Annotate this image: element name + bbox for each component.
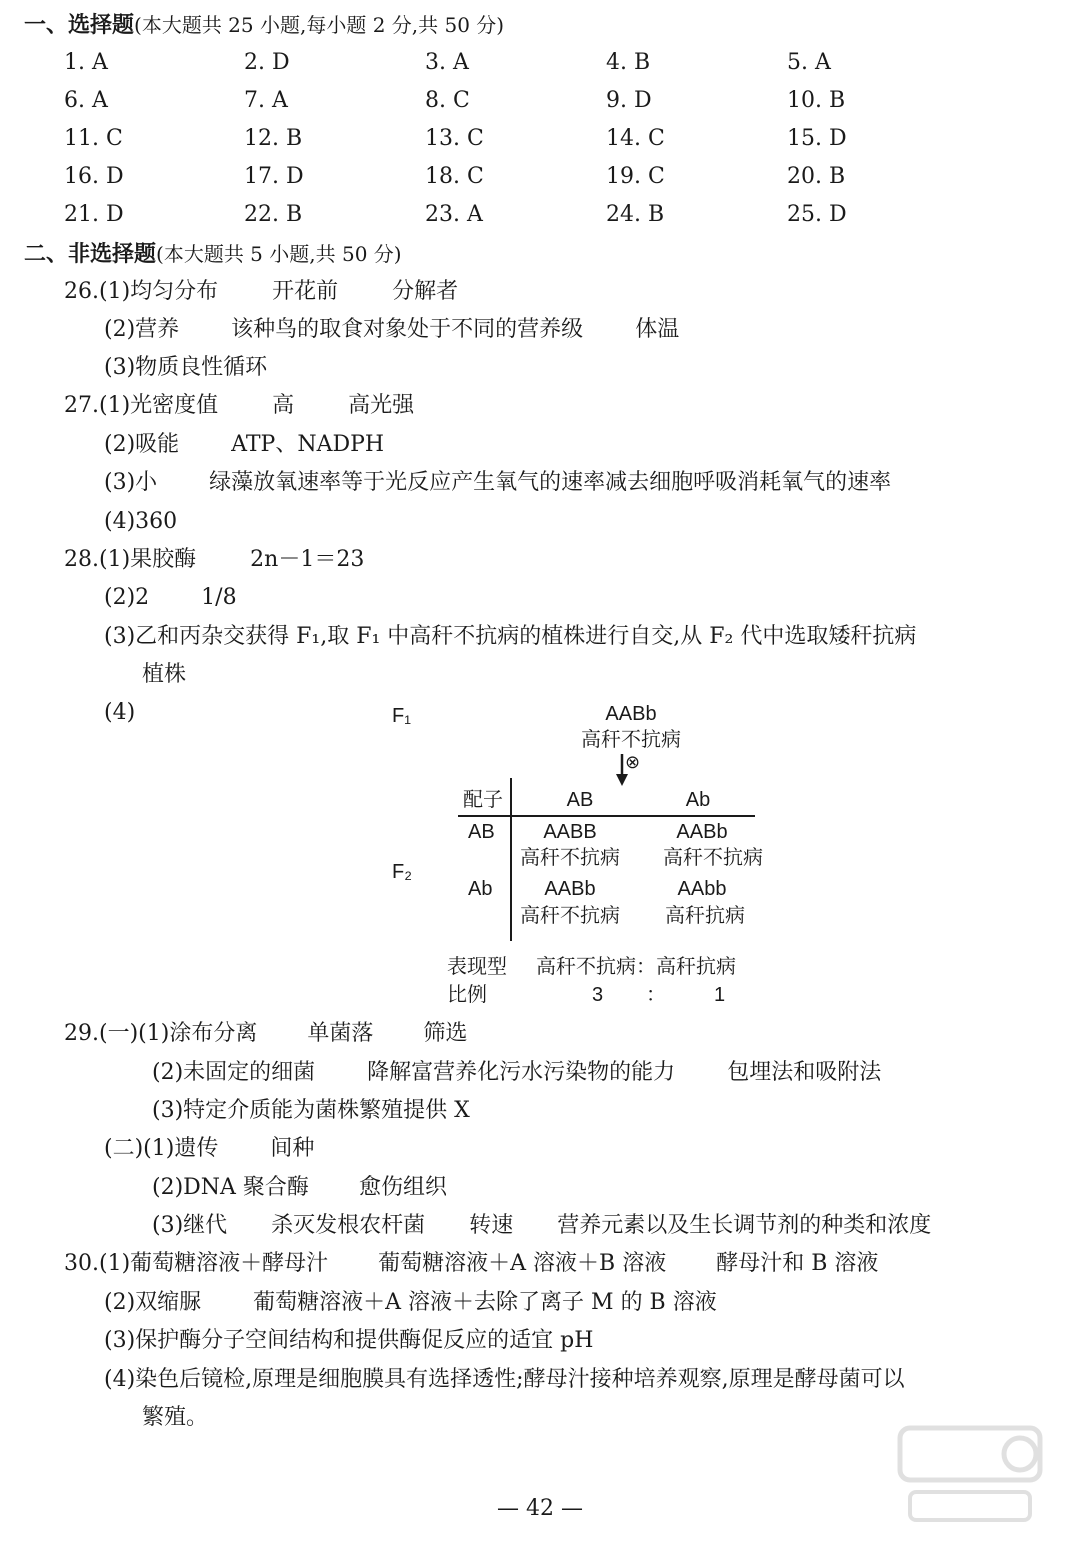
answer-text: (3)物质良性循环 [104, 355, 268, 380]
mc-answer: 22. B [244, 202, 303, 227]
answer-text: 30.(1)葡萄糖溶液＋酵母汁 [64, 1251, 329, 1276]
answer-text: (2)营养 [104, 317, 180, 342]
answer-text: 2n－1＝23 [250, 547, 365, 572]
answer-text: 28.(1)果胶酶 [64, 547, 197, 572]
answer-text: 27.(1)光密度值 [64, 393, 219, 418]
offspring-phenotype: 高秆不抗病 [520, 847, 620, 869]
q30-line-1 [64, 1249, 878, 1279]
answer-text: 杀灭发根农杆菌 [271, 1213, 426, 1238]
mc-answer: 19. C [606, 164, 665, 189]
answer-text: 营养元素以及生长调节剂的种类和浓度 [557, 1213, 932, 1238]
q29-line-4 [104, 1134, 314, 1164]
answer-text: (4)360 [104, 509, 178, 534]
q29-line-5 [152, 1173, 447, 1203]
q29-line-3 [152, 1096, 470, 1126]
mc-answer: 13. C [425, 126, 484, 151]
answer-text: 该种鸟的取食对象处于不同的营养级 [231, 317, 584, 342]
q27-line-3 [104, 468, 891, 498]
section-nonmc-heading [24, 239, 402, 269]
row-gamete: AB [468, 821, 495, 843]
q30-line-3 [104, 1326, 593, 1356]
section-nonmc-note: (本大题共 5 小题,共 50 分) [156, 242, 402, 266]
answer-text: ATP、NADPH [231, 432, 385, 457]
watermark-icon [890, 1414, 1050, 1534]
answer-text: (二)(1)遗传 [104, 1136, 219, 1161]
q29-line-1 [64, 1019, 467, 1049]
answer-text: 绿藻放氧速率等于光反应产生氧气的速率减去细胞呼吸消耗氧气的速率 [209, 470, 892, 495]
answer-text: 愈伤组织 [358, 1175, 447, 1200]
answer-text: 高 [272, 393, 295, 418]
phenotype-ratio-text: 高秆不抗病：高秆抗病 [536, 956, 736, 978]
answer-text: 1/8 [201, 585, 237, 610]
ratio-separator: ： [646, 984, 666, 1006]
mc-answer: 23. A [425, 202, 483, 227]
answer-text: (3)保护酶分子空间结构和提供酶促反应的适宜 pH [104, 1328, 594, 1353]
f1-label: F₁ [392, 705, 411, 727]
col-gamete: Ab [685, 789, 711, 811]
answer-text: 酵母汁和 B 溶液 [716, 1251, 879, 1276]
offspring-phenotype: 高秆不抗病 [520, 905, 620, 927]
answer-text: 降解富营养化污水污染物的能力 [367, 1060, 676, 1085]
answer-text: 单菌落 [307, 1021, 374, 1046]
answer-text: 筛选 [423, 1021, 468, 1046]
f1-phenotype: 高秆不抗病 [581, 729, 681, 751]
offspring-phenotype: 高秆不抗病 [663, 847, 763, 869]
answer-text: 葡萄糖溶液＋A 溶液＋B 溶液 [378, 1251, 667, 1276]
mc-answer: 12. B [244, 126, 303, 151]
section-mc-note: (本大题共 25 小题,每小题 2 分,共 50 分) [134, 13, 505, 37]
mc-answer: 20. B [787, 164, 846, 189]
mc-answer: 15. D [787, 126, 847, 151]
mc-answer: 24. B [606, 202, 665, 227]
q29-line-2 [152, 1058, 881, 1088]
q29-line-6 [152, 1211, 931, 1241]
answer-text: 转速 [469, 1213, 514, 1238]
answer-text: (4)染色后镜检,原理是细胞膜具有选择透性;酵母汁接种培养观察,原理是酵母菌可以 [104, 1367, 905, 1392]
section-mc-heading [24, 10, 504, 40]
ratio-value: 1 [714, 984, 726, 1006]
section-mc-title: 一、选择题 [24, 12, 135, 38]
mc-answer: 2. D [244, 50, 290, 75]
answer-text: 体温 [635, 317, 680, 342]
mc-answer: 21. D [64, 202, 124, 227]
mc-answer: 17. D [244, 164, 304, 189]
answer-text: (3)特定介质能为菌株繁殖提供 X [152, 1098, 470, 1123]
q27-line-1 [64, 391, 414, 421]
answer-text: (3)乙和丙杂交获得 F₁,取 F₁ 中高秆不抗病的植株进行自交,从 F₂ 代中选取矮秆抗病 [104, 624, 917, 649]
q27-line-2 [104, 430, 384, 460]
q26-line-2 [104, 315, 679, 345]
table-horizontal-rule [458, 815, 755, 817]
col-gamete: AB [566, 789, 594, 811]
section-nonmc-title: 二、非选择题 [24, 241, 157, 267]
mc-answer: 11. C [64, 126, 123, 151]
mc-answer: 10. B [787, 88, 846, 113]
answer-text: (2)未固定的细菌 [152, 1060, 316, 1085]
answer-text: 包埋法和吸附法 [727, 1060, 882, 1085]
row-gamete: Ab [468, 878, 493, 900]
q28-line-3a [104, 622, 916, 652]
offspring-phenotype: 高秆抗病 [665, 905, 745, 927]
mc-answer: 14. C [606, 126, 665, 151]
answer-text: 29.(一)(1)涂布分离 [64, 1021, 258, 1046]
phenotype-label: 表现型 [447, 956, 507, 978]
q30-line-4b [142, 1403, 208, 1433]
answer-text: 分解者 [392, 279, 459, 304]
answer-text: 繁殖。 [142, 1405, 209, 1430]
answer-text: (4) [104, 700, 136, 725]
answer-text: (3)继代 [152, 1213, 228, 1238]
q28-line-4 [104, 698, 135, 728]
q28-line-2 [104, 583, 237, 613]
self-cross-symbol: ⊗ [625, 752, 641, 772]
mc-answer: 4. B [606, 50, 651, 75]
answer-text: 间种 [270, 1136, 315, 1161]
q28-line-3b [142, 660, 186, 690]
q30-line-2 [104, 1288, 717, 1318]
offspring-genotype: AABb [544, 878, 596, 900]
answer-text: (2)吸能 [104, 432, 180, 457]
answer-text: (2)2 [104, 585, 150, 610]
mc-answer: 18. C [425, 164, 484, 189]
answer-text: 开花前 [272, 279, 339, 304]
mc-answer: 25. D [787, 202, 847, 227]
mc-answer: 7. A [244, 88, 288, 113]
answer-text: 植株 [142, 662, 187, 687]
q26-line-1 [64, 277, 458, 307]
q27-line-4 [104, 507, 177, 537]
answer-text: (2)DNA 聚合酶 [152, 1175, 309, 1200]
q26-line-3 [104, 353, 267, 383]
ratio-label: 比例 [447, 984, 487, 1006]
mc-answer: 1. A [64, 50, 108, 75]
answer-text: 葡萄糖溶液＋A 溶液＋去除了离子 M 的 B 溶液 [253, 1290, 717, 1315]
mc-answer: 3. A [425, 50, 469, 75]
offspring-genotype: AAbb [677, 878, 727, 900]
q28-line-1 [64, 545, 364, 575]
q30-line-4a [104, 1365, 905, 1395]
offspring-genotype: AABb [676, 821, 728, 843]
mc-answer: 9. D [606, 88, 652, 113]
answer-text: 26.(1)均匀分布 [64, 279, 219, 304]
offspring-genotype: AABB [543, 821, 597, 843]
f2-label: F₂ [392, 861, 412, 883]
ratio-value: 3 [592, 984, 604, 1006]
mc-answer: 8. C [425, 88, 470, 113]
mc-answer: 6. A [64, 88, 108, 113]
gamete-header-label: 配子 [463, 789, 503, 811]
answer-text: (3)小 [104, 470, 158, 495]
mc-answer: 16. D [64, 164, 124, 189]
answer-text: 高光强 [348, 393, 415, 418]
answer-text: (2)双缩脲 [104, 1290, 202, 1315]
page-number: — 42 — [497, 1496, 583, 1521]
mc-answer: 5. A [787, 50, 831, 75]
f1-genotype: AABb [605, 703, 657, 725]
